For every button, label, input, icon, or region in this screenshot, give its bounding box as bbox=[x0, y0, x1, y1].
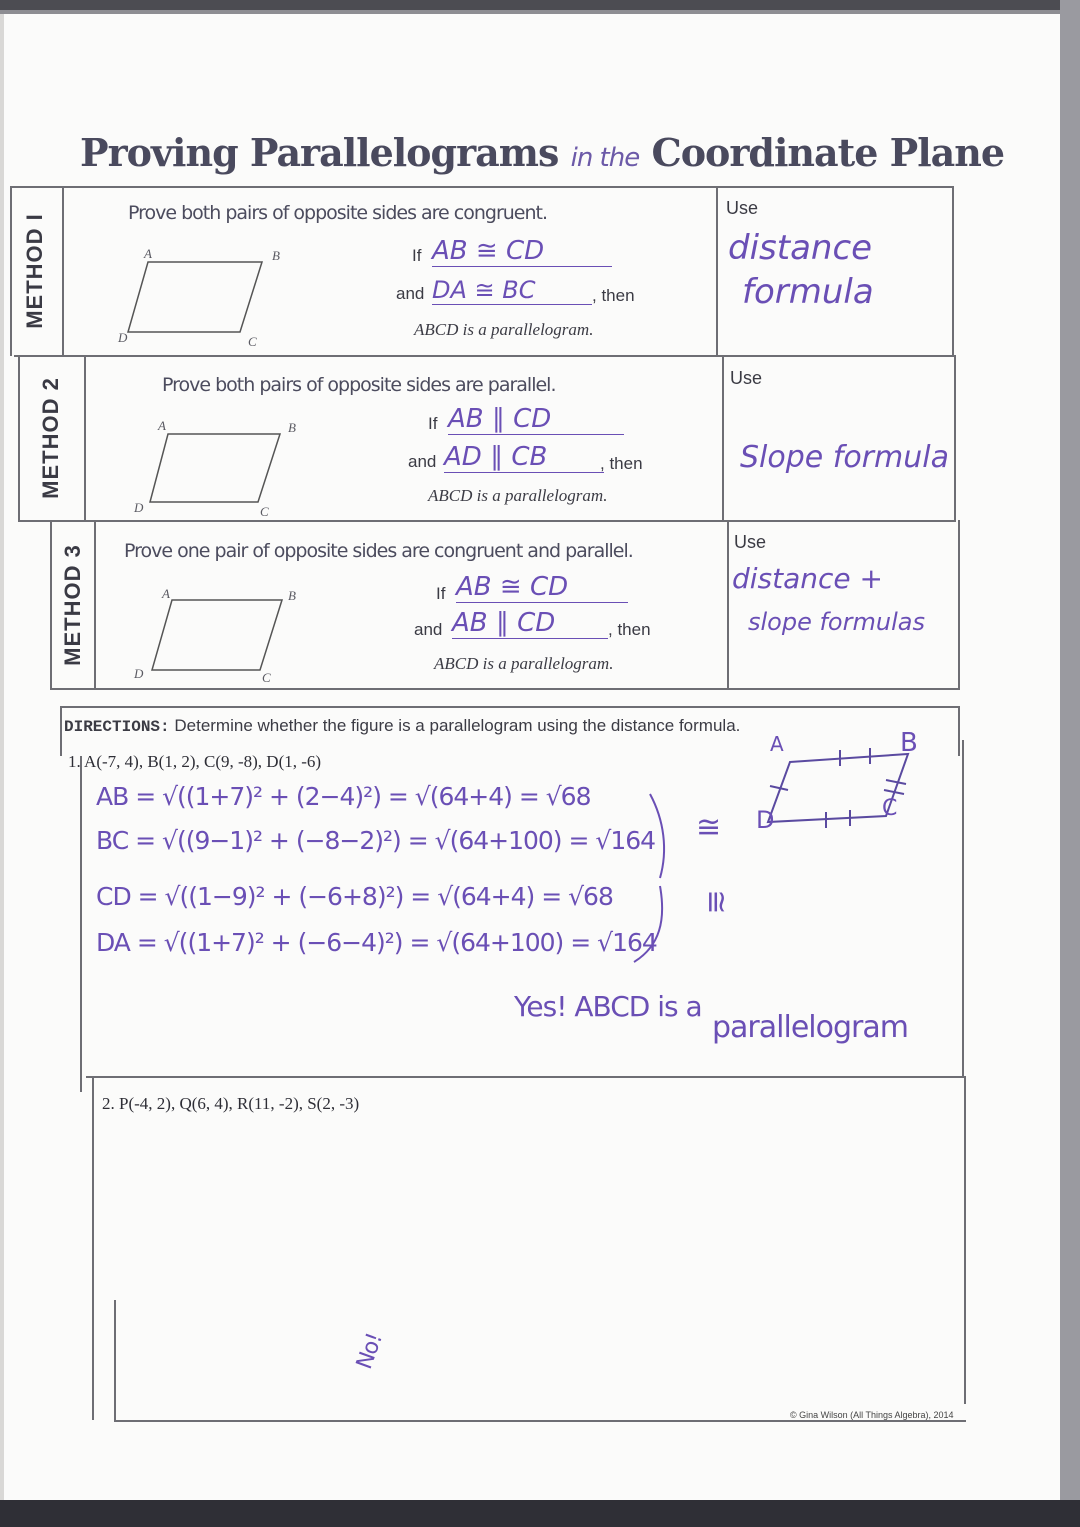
method-2-if-fill: AB ∥ CD bbox=[448, 404, 624, 435]
method-2-conclusion: ABCD is a parallelogram. bbox=[428, 486, 608, 505]
table-border-bottom bbox=[50, 688, 960, 690]
congruent-mark-1: ≅ bbox=[696, 810, 721, 845]
sketch-label-d: D bbox=[756, 806, 775, 834]
problems-border-right-top bbox=[958, 706, 960, 756]
photo-bottom-edge bbox=[0, 1500, 1080, 1527]
method-3-and-word: and bbox=[414, 620, 443, 639]
method-2-label: METHOD 2 bbox=[38, 377, 63, 499]
problem-2-border-left-bottom bbox=[114, 1300, 116, 1420]
page-title bbox=[80, 130, 1005, 175]
method-2-vertex-c: C bbox=[260, 504, 269, 519]
method-2-use-fill: Slope formula bbox=[740, 440, 949, 475]
table-border-right-1 bbox=[952, 186, 954, 356]
method-1-label: METHOD I bbox=[22, 213, 47, 329]
method-1-conclusion: ABCD is a parallelogram. bbox=[414, 320, 594, 339]
title-part-3: Coordinate Plane bbox=[651, 130, 1005, 175]
problem-2-border-right bbox=[964, 1076, 966, 1404]
method-3-use-fill-line-2: slope formulas bbox=[748, 608, 925, 636]
table-border-right-3 bbox=[958, 520, 960, 688]
method-3-if-fill: AB ≅ CD bbox=[456, 572, 628, 603]
method-1-vertex-a: A bbox=[144, 246, 152, 261]
method-2-vertex-b: B bbox=[288, 420, 296, 435]
method-3-prompt: Prove one pair of opposite sides are congruent and parallel. bbox=[124, 540, 633, 562]
method-2-if-word: If bbox=[428, 414, 438, 433]
method-2-use-label: Use bbox=[730, 368, 763, 388]
problem-2-border-left-top bbox=[92, 1076, 94, 1420]
method-1-vertex-d: D bbox=[118, 330, 128, 345]
method-3-vertex-d: D bbox=[134, 666, 144, 681]
method-3-then-word: , then bbox=[608, 620, 651, 639]
method-1-if-fill: AB ≅ CD bbox=[432, 236, 612, 267]
problem-2-statement: 2. P(-4, 2), Q(6, 4), R(11, -2), S(2, -3) bbox=[102, 1094, 360, 1113]
problem-1-answer-line-1: Yes! ABCD is a bbox=[514, 990, 702, 1023]
method-3-parallelogram bbox=[130, 576, 300, 686]
method-1-use-label: Use bbox=[726, 198, 759, 218]
table-border-left-1 bbox=[10, 186, 12, 356]
problem-2-answer: No! bbox=[352, 1330, 388, 1373]
problems-divider bbox=[86, 1076, 964, 1078]
problem-1-answer-line-2: parallelogram bbox=[712, 1010, 908, 1045]
label-column-line-1 bbox=[62, 186, 64, 356]
method-1-vertex-c: C bbox=[248, 334, 257, 349]
problem-1-statement: 1. A(-7, 4), B(1, 2), C(9, -8), D(1, -6) bbox=[68, 752, 322, 771]
method-3-vertex-b: B bbox=[288, 588, 296, 603]
problem-1-border-right bbox=[962, 740, 964, 1076]
use-column-line-2 bbox=[722, 355, 724, 521]
directions-text: Determine whether the figure is a parallelogram using the distance formula. bbox=[174, 716, 741, 735]
work-grouping-brackets bbox=[630, 790, 690, 970]
sketch-label-b: B bbox=[900, 728, 918, 758]
work-line-ab: AB = √((1+7)² + (2−4)²) = √(64+4) = √68 bbox=[96, 782, 591, 811]
method-3-if-word: If bbox=[436, 584, 446, 603]
method-2-then-word: , then bbox=[600, 454, 643, 473]
sketch-label-a: A bbox=[770, 732, 784, 756]
method-2-vertex-d: D bbox=[134, 500, 144, 515]
method-3-label: METHOD 3 bbox=[60, 544, 85, 666]
use-column-line-3 bbox=[727, 520, 729, 688]
work-line-bc: BC = √((9−1)² + (−8−2)²) = √(64+100) = √164 bbox=[96, 826, 656, 855]
problems-border-top bbox=[60, 706, 960, 708]
method-2-and-fill: AD ∥ CB bbox=[444, 442, 604, 473]
method-3-conclusion: ABCD is a parallelogram. bbox=[434, 654, 614, 673]
work-line-da: DA = √((1+7)² + (−6−4)²) = √(64+100) = √164 bbox=[96, 928, 657, 957]
method-3-vertex-c: C bbox=[262, 670, 271, 685]
congruent-mark-2: ≅ bbox=[698, 889, 734, 914]
method-2-parallelogram bbox=[130, 410, 300, 520]
method-3-vertex-a: A bbox=[162, 586, 170, 601]
table-divider-2 bbox=[18, 520, 956, 522]
label-column-line-3 bbox=[94, 520, 96, 688]
method-1-if-word: If bbox=[412, 246, 422, 265]
method-2-prompt: Prove both pairs of opposite sides are parallel. bbox=[162, 374, 556, 396]
method-3-and-fill: AB ∥ CD bbox=[452, 608, 608, 639]
photo-right-edge bbox=[1060, 0, 1080, 1527]
method-1-then-word: , then bbox=[592, 286, 635, 305]
method-2-and-word: and bbox=[408, 452, 437, 471]
method-1-and-fill: DA ≅ BC bbox=[432, 276, 592, 305]
label-column-line-2 bbox=[84, 355, 86, 521]
method-3-use-label: Use bbox=[734, 532, 767, 552]
table-border-top bbox=[10, 186, 952, 188]
method-1-use-fill-line-2: formula bbox=[742, 272, 874, 312]
method-1-prompt: Prove both pairs of opposite sides are congruent. bbox=[128, 202, 548, 224]
problem-1-border-left bbox=[80, 756, 82, 1092]
copyright-notice: © Gina Wilson (All Things Algebra), 2014 bbox=[790, 1410, 954, 1420]
sketch-label-c: C bbox=[882, 796, 898, 821]
problems-border-left-top bbox=[60, 706, 62, 756]
directions bbox=[64, 716, 944, 736]
title-part-2: in the bbox=[570, 143, 640, 173]
title-part-1: Proving Parallelograms bbox=[80, 130, 559, 175]
table-border-left-2 bbox=[18, 355, 20, 521]
table-divider-1 bbox=[14, 355, 954, 357]
method-3-use-fill-line-1: distance + bbox=[732, 562, 884, 595]
table-border-left-3 bbox=[50, 520, 52, 688]
method-2-vertex-a: A bbox=[158, 418, 166, 433]
directions-label: DIRECTIONS: bbox=[64, 718, 170, 736]
method-1-use-fill-line-1: distance bbox=[728, 228, 873, 268]
use-column-line-1 bbox=[716, 186, 718, 356]
method-1-and-word: and bbox=[396, 284, 425, 303]
work-line-cd: CD = √((1−9)² + (−6+8)²) = √(64+4) = √68 bbox=[96, 882, 613, 911]
problems-border-bottom bbox=[114, 1420, 966, 1422]
method-1-vertex-b: B bbox=[272, 248, 280, 263]
table-border-right-2 bbox=[954, 355, 956, 521]
